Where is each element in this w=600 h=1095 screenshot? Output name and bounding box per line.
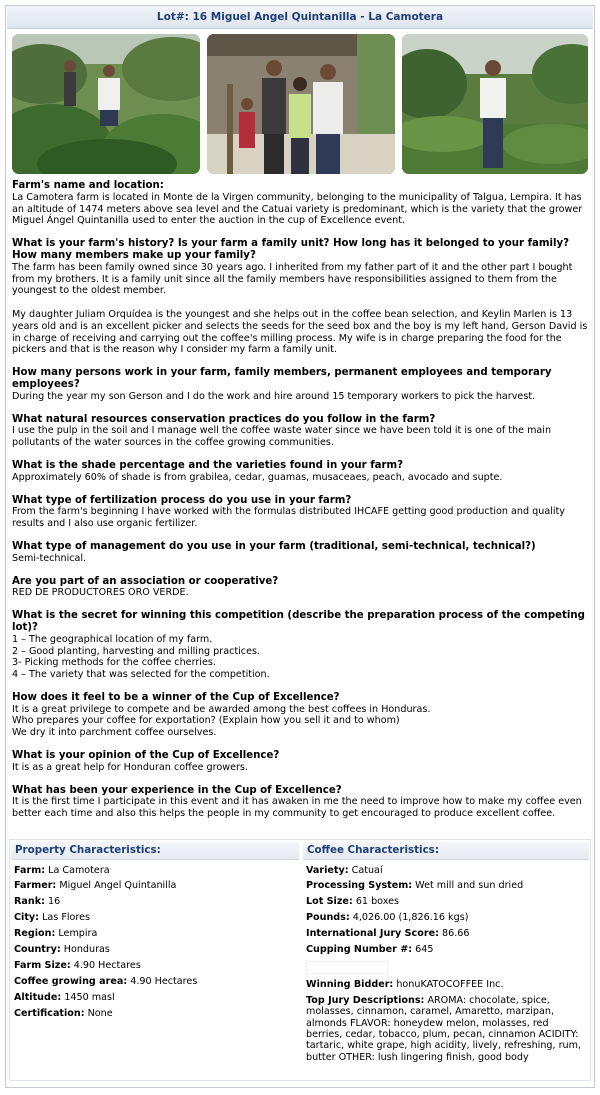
question: What type of management do you use in your farm (traditional, semi-technical, technical?) [12,540,536,552]
qa-section [6,180,594,820]
qa-item [12,750,589,774]
answer: From the farm's beginning I have worked with the formulas distributed IHCAFE getting good production and quality results and I also use organic fertilizer. [12,506,565,530]
answer: Approximately 60% of shade is from grabilea, cedar, guamas, musaceaes, peach, avocado and supte. [12,471,503,483]
question: What is your farm's history? Is your farm a family unit? How long has it belonged to your family? How many members make up your family? [12,238,570,261]
lot-size-row: Lot Size: 61 boxes [306,896,400,908]
photo-strip [6,34,594,180]
pounds-row: Pounds: 4,026.00 (1,826.16 kgs) [306,912,469,924]
farm-photo-family-group [207,34,395,174]
growing-area-row: Coffee growing area: 4.90 Hectares [14,975,198,987]
qa-item [12,180,589,227]
farm-row: Farm: La Camotera [14,864,110,876]
processing-row: Processing System: Wet mill and sun dried [306,880,524,892]
question: What is the secret for winning this competition (describe the preparation process of the competing lot)? [12,610,585,633]
property-characteristics [10,840,300,1019]
rank-row: Rank: 16 [14,896,61,908]
qa-item [12,785,589,820]
city-row: City: Las Flores [14,912,91,924]
answer: It is the first time I participate in this event and it has awaken in me the need to improve how to make my coffee even better each time and also this helps the people in my community to get encouraged to produce excellent coffee. [12,796,582,820]
qa-item [12,495,589,530]
question: What is the shade percentage and the varieties found in your farm? [12,459,404,471]
winning-bidder-row: Winning Bidder: honuKATOCOFFEE Inc. [306,978,504,990]
farm-photo-grower-in-plantation [402,34,588,174]
characteristics-table [9,839,591,1081]
qa-item [12,692,589,739]
property-heading: Property Characteristics: [11,842,299,860]
altitude-row: Altitude: 1450 masl [14,991,115,1003]
question: How does it feel to be a winner of the Cup of Excellence? [12,691,340,703]
qa-item [12,610,589,681]
coffee-characteristics [302,840,590,1063]
coffee-heading: Coffee Characteristics: [303,842,589,860]
top-jury-row: Top Jury Descriptions: AROMA: chocolate, spice, molasses, cinnamon, caramel, Amaretto, marzipan, almonds FLAVOR: honeydew melon, molasses, red berries, cedar, tobacco, plum, pecan, cinnamon ACIDITY: tartaric, white grape, high acidity, lively, refreshing, rum, butter OTHER: lush lingering finish, good body [306,994,582,1063]
answer: During the year my son Gerson and I do the work and hire around 15 temporary workers to pick the harvest. [12,390,536,402]
farmer-row: Farmer: Miguel Angel Quintanilla [14,880,177,892]
region-row: Region: Lempira [14,928,98,940]
country-row: Country: Honduras [14,944,110,956]
qa-item [12,238,589,356]
question: What is your opinion of the Cup of Excellence? [12,750,280,762]
jury-score-row: International Jury Score: 86.66 [306,928,470,940]
question: What type of fertilization process do you use in your farm? [12,494,352,506]
qa-item [12,414,589,449]
answer: 1 – The geographical location of my farm. 2 – Good planting, harvesting and milling practices. 3- Picking methods for the coffee cherries. 4 – The variety that was selected for the competition. [12,633,270,681]
qa-item [12,460,589,484]
variety-row: Variety: Catuaí [306,864,383,876]
lot-profile-panel [5,5,595,1088]
answer: RED DE PRODUCTORES ORO VERDE. [12,587,189,599]
answer: It is a great privilege to compete and be awarded among the best coffees in Honduras. Who prepares your coffee for exportation? (Explain how you sell it and to whom) We dry it into parchment coffee ourselves. [12,703,431,739]
answer: La Camotera farm is located in Monte de la Virgen community, belonging to the municipality of Talgua, Lempira. It has an altitude of 1474 meters above sea level and the Catuai variety is predominant, which is the variety that the grower Miguel Ángel Quintanilla used to enter the auction in the cup of Excellence event. [12,191,583,227]
question: What natural resources conservation practices do you follow in the farm? [12,413,436,425]
certification-row: Certification: None [14,1007,113,1019]
blank-field [306,961,388,974]
qa-item [12,367,589,402]
farm-size-row: Farm Size: 4.90 Hectares [14,959,141,971]
answer: It is as a great help for Honduran coffee growers. [12,761,248,773]
answer: I use the pulp in the soil and I manage well the coffee waste water since we have been told it is one of the main pollutants of the water sources in the coffee growing communities. [12,425,552,449]
question: What has been your experience in the Cup of Excellence? [12,784,342,796]
answer: The farm has been family owned since 30 years ago. I inherited from my father part of it and the other part I bought from my brothers. It is a family unit since all the family members have responsibilities assigned to them from the youngest to the oldest member. My daughter Juliam Orquídea is the youngest and she helps out in the coffee bean selection, and Keylin Marlen is 13 years old and is an excellent picker and selects the seeds for the seed box and the boy is my left hand, Gerson David is in charge of receiving and carrying out the coffee's milling process. My wife is in charge preparing the food for the pickers and that is the reason why I consider my farm a family unit. [12,261,588,356]
answer: Semi-technical. [12,552,87,564]
question: Are you part of an association or cooperative? [12,575,279,587]
qa-item [12,576,589,600]
farm-photo-growers-in-coffee-field [12,34,200,174]
question: How many persons work in your farm, family members, permanent employees and temporary employees? [12,367,552,390]
cupping-number-row: Cupping Number #: 645 [306,944,434,956]
lot-title: Lot#: 16 Miguel Angel Quintanilla - La Camotera [7,6,593,29]
qa-item [12,541,589,565]
question: Farm's name and location: [12,180,164,191]
